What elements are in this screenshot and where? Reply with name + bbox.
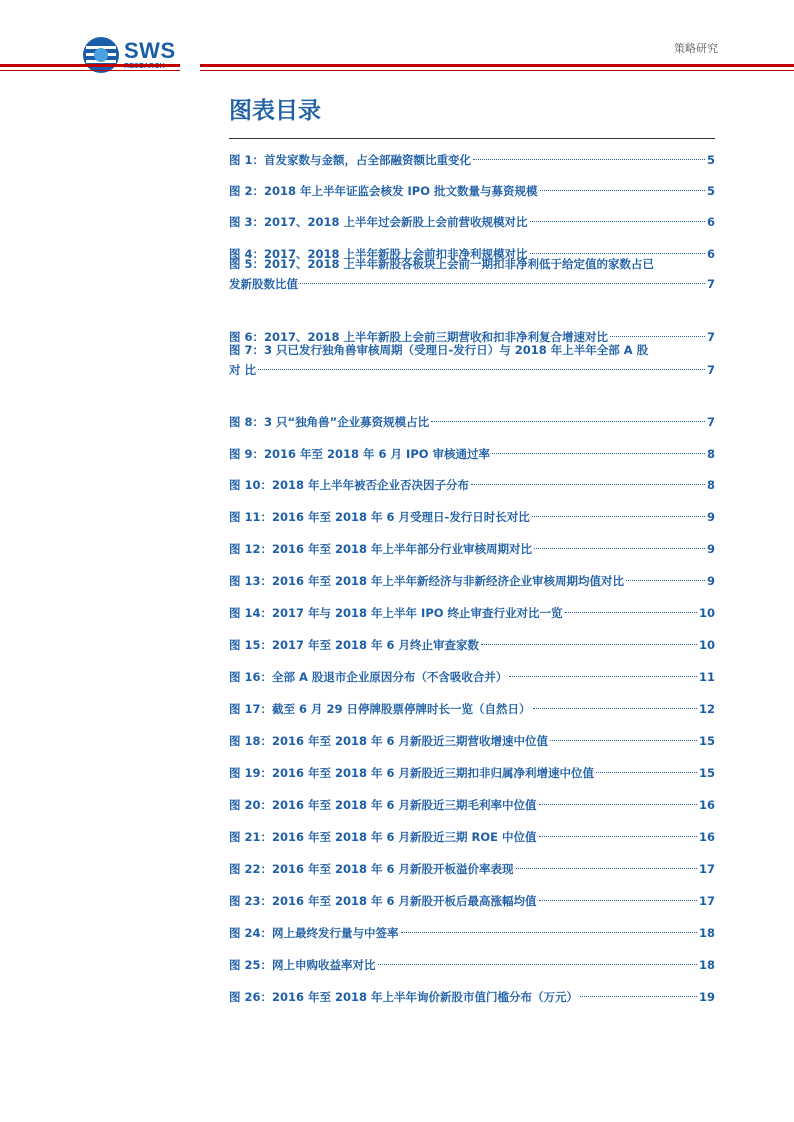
toc-entry-page: 15 xyxy=(698,766,715,780)
title-divider xyxy=(229,138,715,139)
toc-entry-page: 5 xyxy=(706,184,715,198)
toc-entry[interactable] xyxy=(229,340,715,380)
toc-entry[interactable] xyxy=(229,254,715,294)
dot-leader xyxy=(533,708,697,709)
toc-entry[interactable] xyxy=(229,731,715,751)
toc-entry-page: 16 xyxy=(698,798,715,812)
toc-entry-label: 图 9：2016 年至 2018 年 6 月 IPO 审核通过率 xyxy=(229,447,491,461)
toc-entry[interactable] xyxy=(229,955,715,975)
toc-entry-page: 7 xyxy=(706,363,715,377)
toc-entry-page: 5 xyxy=(706,153,715,167)
logo-mark-icon xyxy=(82,36,120,74)
dot-leader xyxy=(401,932,697,933)
toc-entry-label: 对 比 xyxy=(229,363,257,377)
toc-entry[interactable] xyxy=(229,212,715,232)
logo-text: SWS xyxy=(124,38,176,63)
toc-entry-page: 9 xyxy=(706,510,715,524)
toc-entry-label: 图 16：全部 A 股退市企业原因分布（不含吸收合并） xyxy=(229,670,508,684)
toc-entry-label-line1: 图 5：2017、2018 上半年新股各板块上会前一期扣非净利低于给定值的家数占已 xyxy=(229,257,655,271)
toc-entry-label: 图 20：2016 年至 2018 年 6 月新股近三期毛利率中位值 xyxy=(229,798,537,812)
dot-leader xyxy=(539,804,697,805)
toc-entry-label: 图 25：网上申购收益率对比 xyxy=(229,958,376,972)
toc-entry-label: 图 8：3 只“独角兽”企业募资规模占比 xyxy=(229,415,430,429)
toc-entry[interactable] xyxy=(229,699,715,719)
dot-leader xyxy=(509,676,697,677)
toc-entry-label: 图 3：2017、2018 上半年过会新股上会前营收规模对比 xyxy=(229,215,528,229)
toc-entry-page: 9 xyxy=(706,574,715,588)
toc-entry-label: 图 1：首发家数与金额，占全部融资额比重变化 xyxy=(229,153,472,167)
toc-entry-label-line1: 图 7：3 只已发行独角兽审核周期（受理日-发行日）与 2018 年上半年全部 A 股 xyxy=(229,343,649,357)
toc-entry[interactable] xyxy=(229,603,715,623)
toc-entry[interactable] xyxy=(229,539,715,559)
dot-leader xyxy=(610,336,705,337)
dot-leader xyxy=(481,644,697,645)
toc-entry-label: 图 14：2017 年与 2018 年上半年 IPO 终止审查行业对比一览 xyxy=(229,606,563,620)
toc-entry-page: 8 xyxy=(706,447,715,461)
toc-entry-page: 10 xyxy=(698,606,715,620)
toc-entry[interactable] xyxy=(229,795,715,815)
toc-entry-label: 图 24：网上最终发行量与中签率 xyxy=(229,926,399,940)
toc-entry-page: 17 xyxy=(698,862,715,876)
toc-entry-label: 图 10：2018 年上半年被否企业否决因子分布 xyxy=(229,478,470,492)
toc-entry-label: 图 17：截至 6 月 29 日停牌股票停牌时长一览（自然日） xyxy=(229,702,531,716)
toc-entry-page: 11 xyxy=(698,670,715,684)
header-rule-right xyxy=(200,64,794,67)
dot-leader xyxy=(258,369,705,370)
toc-entry-page: 7 xyxy=(706,277,715,291)
toc-entry-label: 图 6：2017、2018 上半年新股上会前三期营收和扣非净利复合增速对比 xyxy=(229,330,609,344)
dot-leader xyxy=(580,996,697,997)
toc-entry-page: 8 xyxy=(706,478,715,492)
toc-entry-page: 18 xyxy=(698,958,715,972)
toc-entry-page: 6 xyxy=(706,215,715,229)
toc-entry[interactable] xyxy=(229,827,715,847)
dot-leader xyxy=(534,548,705,549)
dot-leader xyxy=(378,964,697,965)
toc-entry-page: 9 xyxy=(706,542,715,556)
dot-leader xyxy=(539,900,697,901)
toc-entry-page: 18 xyxy=(698,926,715,940)
dot-leader xyxy=(626,580,705,581)
page-title: 图表目录 xyxy=(229,98,321,124)
toc-entry[interactable] xyxy=(229,150,715,170)
toc-entry[interactable] xyxy=(229,923,715,943)
toc-entry[interactable] xyxy=(229,444,715,464)
toc-entry-label: 图 2：2018 年上半年证监会核发 IPO 批文数量与募资规模 xyxy=(229,184,538,198)
toc-entry-label: 图 23：2016 年至 2018 年 6 月新股开板后最高涨幅均值 xyxy=(229,894,537,908)
toc-entry-label: 图 11：2016 年至 2018 年 6 月受理日-发行日时长对比 xyxy=(229,510,530,524)
toc-entry-label: 图 15：2017 年至 2018 年 6 月终止审查家数 xyxy=(229,638,480,652)
toc-entry-label: 图 26：2016 年至 2018 年上半年询价新股市值门槛分布（万元） xyxy=(229,990,579,1004)
toc-entry[interactable] xyxy=(229,412,715,432)
toc-entry[interactable] xyxy=(229,859,715,879)
dot-leader xyxy=(540,190,705,191)
toc-entry[interactable] xyxy=(229,635,715,655)
toc-entry[interactable] xyxy=(229,181,715,201)
dot-leader xyxy=(565,612,697,613)
header-rule-right-thin xyxy=(200,70,794,71)
dot-leader xyxy=(431,421,705,422)
toc-entry-page: 15 xyxy=(698,734,715,748)
toc-entry[interactable] xyxy=(229,507,715,527)
dot-leader xyxy=(516,868,697,869)
toc-entry-page: 17 xyxy=(698,894,715,908)
dot-leader xyxy=(596,772,697,773)
toc-entry-label: 发新股数比值 xyxy=(229,277,298,291)
toc-entry-label: 图 21：2016 年至 2018 年 6 月新股近三期 ROE 中位值 xyxy=(229,830,537,844)
dot-leader xyxy=(530,221,705,222)
header-rule-left xyxy=(0,64,180,67)
toc-entry-page: 10 xyxy=(698,638,715,652)
toc-entry[interactable] xyxy=(229,475,715,495)
toc-entry[interactable] xyxy=(229,987,715,1007)
dot-leader xyxy=(539,836,697,837)
dot-leader xyxy=(300,283,705,284)
toc-entry-label: 图 4：2017、2018 上半年新股上会前扣非净利规模对比 xyxy=(229,247,528,261)
dot-leader xyxy=(532,516,705,517)
toc-entry-label: 图 12：2016 年至 2018 年上半年部分行业审核周期对比 xyxy=(229,542,533,556)
toc-entry-page: 7 xyxy=(706,415,715,429)
toc-entry-page: 7 xyxy=(706,330,715,344)
toc-entry[interactable] xyxy=(229,763,715,783)
toc-entry[interactable] xyxy=(229,571,715,591)
toc-entry-label: 图 22：2016 年至 2018 年 6 月新股开板溢价率表现 xyxy=(229,862,514,876)
dot-leader xyxy=(471,484,705,485)
toc-entry[interactable] xyxy=(229,667,715,687)
section-label: 策略研究 xyxy=(674,42,718,55)
dot-leader xyxy=(492,453,705,454)
dot-leader xyxy=(550,740,697,741)
toc-entry-page: 6 xyxy=(706,247,715,261)
toc-entry-label: 图 13：2016 年至 2018 年上半年新经济与非新经济企业审核周期均值对比 xyxy=(229,574,625,588)
dot-leader xyxy=(473,159,705,160)
toc-entry-page: 12 xyxy=(698,702,715,716)
toc-entry-label: 图 18：2016 年至 2018 年 6 月新股近三期营收增速中位值 xyxy=(229,734,549,748)
toc-entry-page: 19 xyxy=(698,990,715,1004)
header-rule-left-thin xyxy=(0,70,180,71)
toc-entry[interactable] xyxy=(229,891,715,911)
toc-entry-label: 图 19：2016 年至 2018 年 6 月新股近三期扣非归属净利增速中位值 xyxy=(229,766,595,780)
toc-entry-page: 16 xyxy=(698,830,715,844)
